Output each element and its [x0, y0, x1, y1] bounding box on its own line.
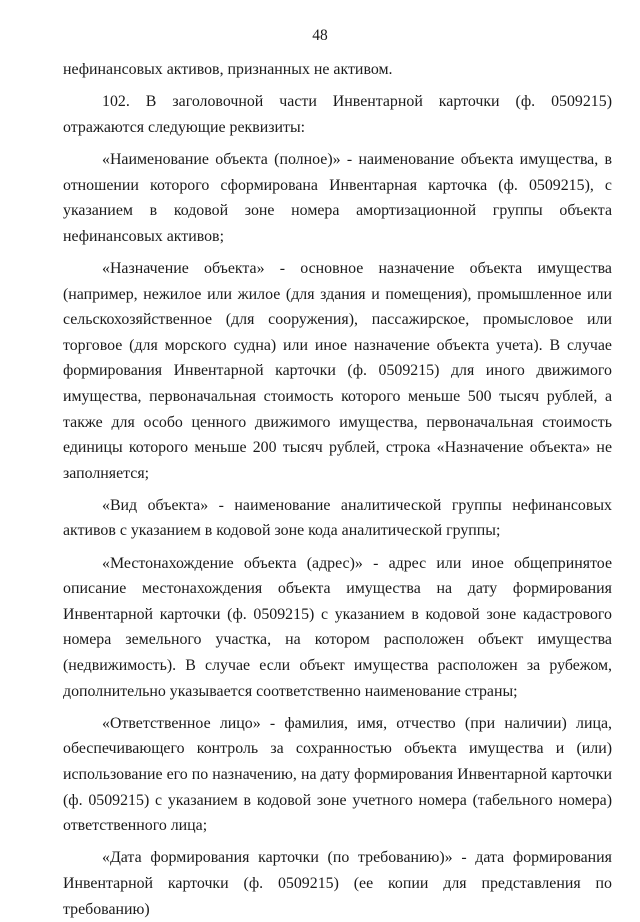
document-body	[63, 57, 612, 922]
paragraph-object-location: «Местонахождение объекта (адрес)» - адрес или иное общепринятое описание местонахождения объекта имущества на дату формирования Инвентарной карточки (ф. 0509215) с указанием в кодовой зоне кадастрового номера земельного участка, на котором расположен объект имущества (недвижимость). В случае если объект имущества расположен за рубежом, дополнительно указывается соответственно наименование страны;	[63, 554, 612, 700]
paragraph-continuation: нефинансовых активов, признанных не активом.	[63, 61, 393, 78]
paragraph-object-type: «Вид объекта» - наименование аналитической группы нефинансовых активов с указанием в кодовой зоне кода аналитической группы;	[63, 496, 612, 540]
paragraph-object-name: «Наименование объекта (полное)» - наименование объекта имущества, в отношении которого сформирована Инвентарная карточка (ф. 0509215), с указанием в кодовой зоне номера амортизационной группы объекта нефинансовых активов;	[63, 150, 612, 245]
paragraph-card-date: «Дата формирования карточки (по требованию)» - дата формирования Инвентарной карточки (ф. 0509215) (ее копии для представления по требованию)	[63, 849, 612, 918]
paragraph-object-purpose: «Назначение объекта» - основное назначение объекта имущества (например, нежилое или жилое (для здания и помещения), промышленное или сельскохозяйственное (для сооружения), пассажирское, промысловое или торговое (для морского судна) или иное назначение объекта учета). В случае формирования Инвентарной карточки (ф. 0509215) для иного движимого имущества, первоначальная стоимость которого меньше 500 тысяч рублей, а также для особо ценного движимого имущества, первоначальная стоимость единицы которого меньше 200 тысяч рублей, строка «Назначение объекта» не заполняется;	[63, 259, 612, 482]
paragraph-responsible-person: «Ответственное лицо» - фамилия, имя, отчество (при наличии) лица, обеспечивающего контроль за сохранностью объекта имущества и (или) использование его по назначению, на дату формирования Инвентарной карточки (ф. 0509215) с указанием в кодовой зоне учетного номера (табельного номера) ответственного лица;	[63, 714, 612, 835]
paragraph-clause-102: 102. В заголовочной части Инвентарной карточки (ф. 0509215) отражаются следующие реквизиты:	[63, 93, 612, 136]
page-number: 48	[312, 27, 328, 44]
